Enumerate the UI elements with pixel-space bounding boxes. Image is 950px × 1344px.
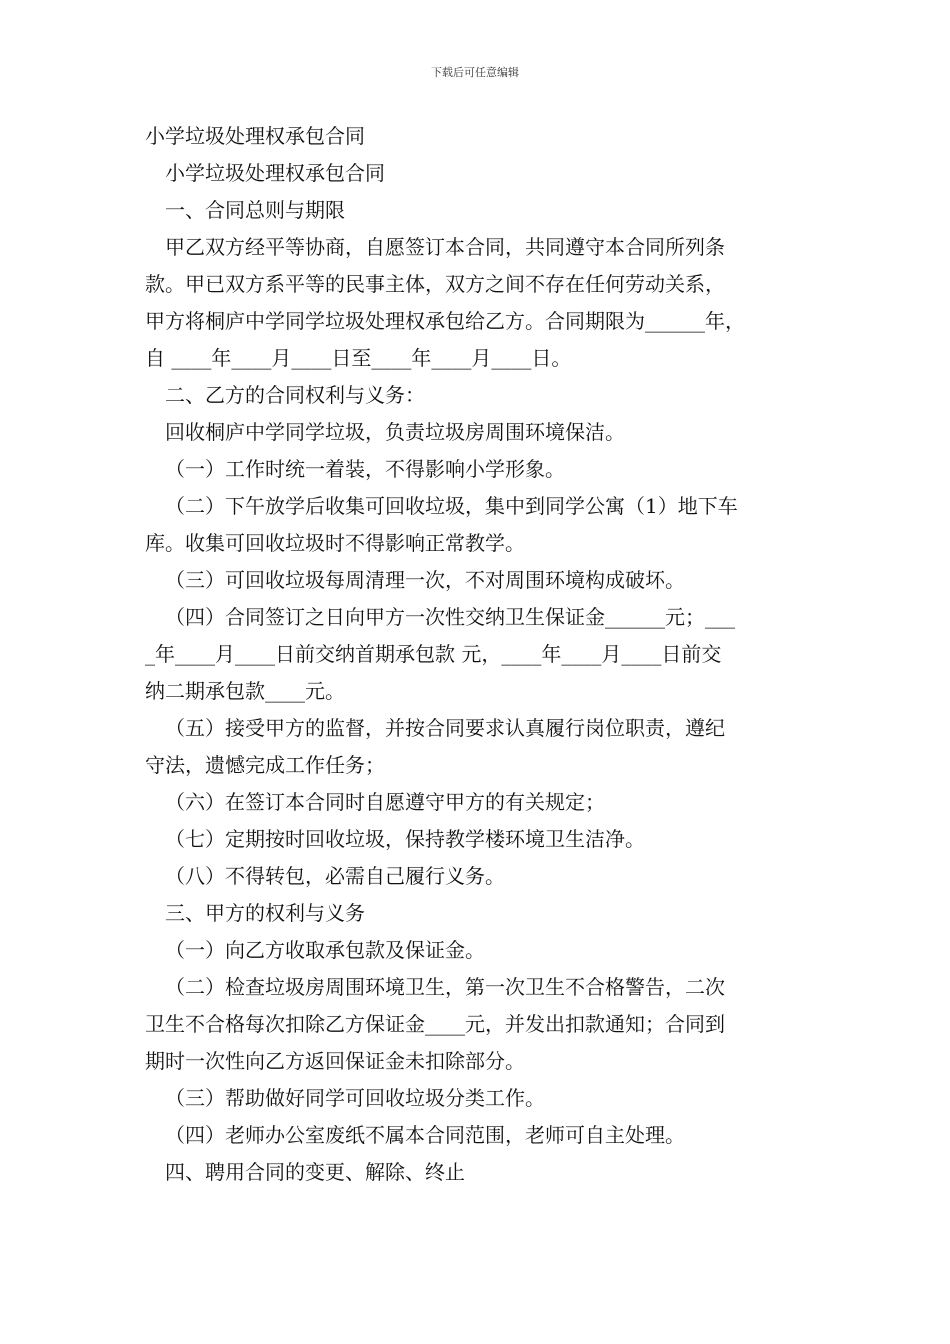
section-2-item-4-cont: _年____月____日前交纳首期承包款 元，____年____月____日前交 xyxy=(145,642,722,666)
section-3-item-1: （一）向乙方收取承包款及保证金。 xyxy=(165,938,485,962)
document-subtitle: 小学垃圾处理权承包合同 xyxy=(165,161,385,185)
section-2-item-2-cont: 库。收集可回收垃圾时不得影响正常教学。 xyxy=(145,531,525,555)
section-1-paragraph-line: 自 ____年____月____日至____年____月____日。 xyxy=(145,346,572,370)
section-3-item-2: （二）检查垃圾房周围环境卫生，第一次卫生不合格警告，二次 xyxy=(165,975,725,999)
section-2-item-2: （二）下午放学后收集可回收垃圾，集中到同学公寓（1）地下车 xyxy=(165,494,738,518)
section-1-paragraph-line: 款。甲已双方系平等的民事主体，双方之间不存在任何劳动关系， xyxy=(145,272,725,296)
section-2-item-8: （八）不得转包，必需自己履行义务。 xyxy=(165,864,505,888)
section-3-item-4: （四）老师办公室废纸不属本合同范围，老师可自主处理。 xyxy=(165,1123,685,1147)
section-3-item-3: （三）帮助做好同学可回收垃圾分类工作。 xyxy=(165,1086,545,1110)
section-2-item-7: （七）定期按时回收垃圾，保持教学楼环境卫生洁净。 xyxy=(165,827,645,851)
document-body xyxy=(145,118,810,1191)
section-3-item-2-cont: 卫生不合格每次扣除乙方保证金____元，并发出扣款通知；合同到 xyxy=(145,1012,725,1036)
section-1-paragraph-line: 甲方将桐庐中学同学垃圾处理权承包给乙方。合同期限为______年， xyxy=(145,309,745,333)
section-1-paragraph-line: 甲乙双方经平等协商，自愿签订本合同，共同遵守本合同所列条 xyxy=(165,235,725,259)
section-2-item-5: （五）接受甲方的监督，并按合同要求认真履行岗位职责，遵纪 xyxy=(165,716,725,740)
section-2-item-6: （六）在签订本合同时自愿遵守甲方的有关规定； xyxy=(165,790,605,814)
document-title: 小学垃圾处理权承包合同 xyxy=(145,124,365,148)
section-2-item-3: （三）可回收垃圾每周清理一次，不对周围环境构成破坏。 xyxy=(165,568,685,592)
section-2-item-4-cont: 纳二期承包款____元。 xyxy=(145,679,345,703)
section-3-item-2-cont: 期时一次性向乙方返回保证金未扣除部分。 xyxy=(145,1049,525,1073)
section-2-heading: 二、乙方的合同权利与义务： xyxy=(165,383,425,407)
section-1-heading: 一、合同总则与期限 xyxy=(165,198,345,222)
section-2-intro: 回收桐庐中学同学垃圾，负责垃圾房周围环境保洁。 xyxy=(165,420,625,444)
page-header: 下载后可任意编辑 xyxy=(431,66,519,79)
section-2-item-4: （四）合同签订之日向甲方一次性交纳卫生保证金______元；___ xyxy=(165,605,735,629)
section-4-heading: 四、聘用合同的变更、解除、终止 xyxy=(165,1160,465,1184)
section-2-item-5-cont: 守法，遗憾完成工作任务； xyxy=(145,753,385,777)
section-3-heading: 三、甲方的权利与义务 xyxy=(165,901,365,925)
section-2-item-1: （一）工作时统一着装，不得影响小学形象。 xyxy=(165,457,565,481)
